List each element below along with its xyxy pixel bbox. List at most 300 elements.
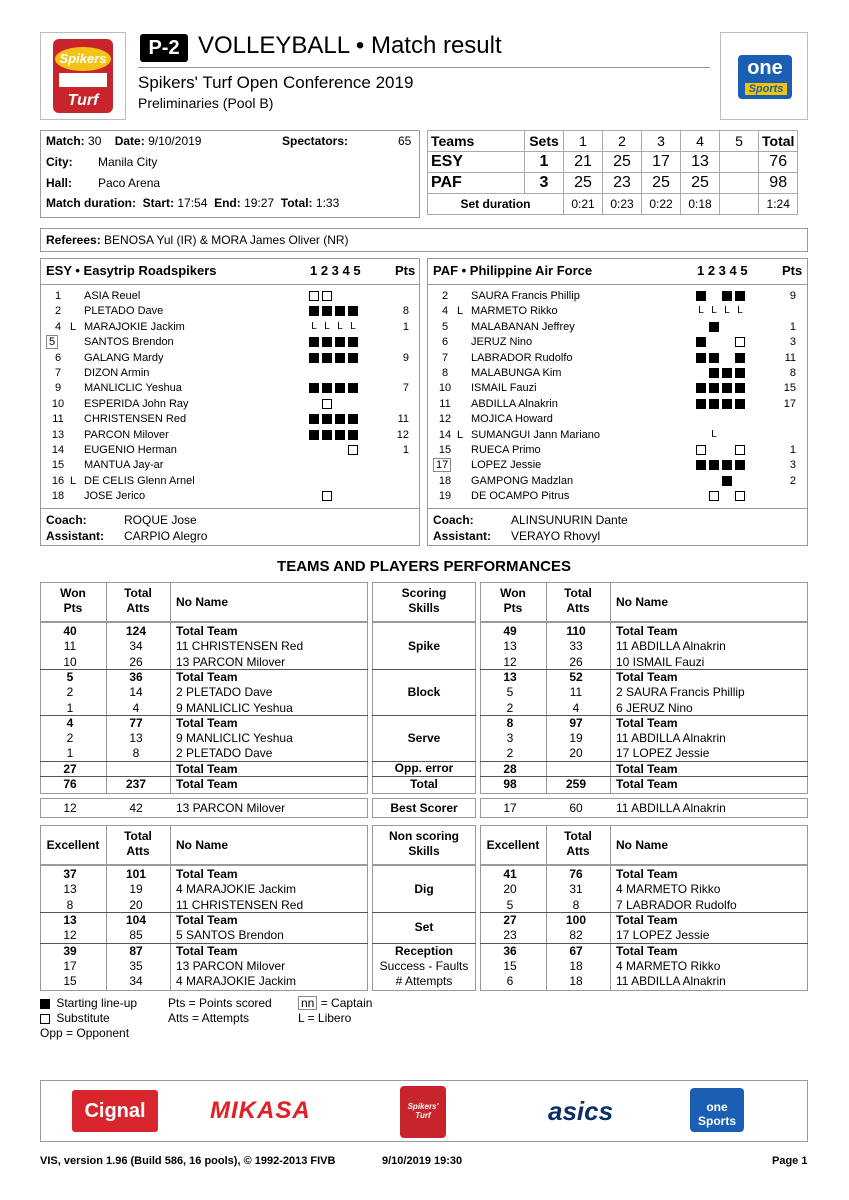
starting-square bbox=[335, 306, 345, 316]
pts-header: Pts bbox=[782, 263, 803, 278]
player-number: 11 bbox=[439, 397, 451, 410]
player-number: 1 bbox=[54, 290, 62, 302]
left-player: 11 CHRISTENSEN Red bbox=[176, 897, 304, 912]
libero-marker: L bbox=[70, 474, 77, 487]
player-points: 1 bbox=[402, 320, 409, 333]
player-points: 11 bbox=[397, 413, 409, 426]
best-scorer-player: 13 PARCON Milover bbox=[176, 801, 286, 815]
coach-name: ROQUE Jose bbox=[124, 513, 197, 527]
player-row bbox=[46, 320, 416, 335]
right-player: Total Team bbox=[616, 867, 678, 881]
player-number: 19 bbox=[438, 490, 452, 503]
best-scorer-player: 11 ABDILLA Alnakrin bbox=[616, 801, 726, 815]
column-divider bbox=[170, 825, 171, 865]
right-player: Total Team bbox=[616, 624, 678, 638]
player-name: PLETADO Dave bbox=[84, 305, 164, 318]
player-number: 2 bbox=[441, 290, 449, 302]
left-player: 11 CHRISTENSEN Red bbox=[176, 639, 304, 654]
coach-label: Coach: bbox=[46, 513, 87, 527]
player-name: MANLICLIC Yeshua bbox=[84, 382, 182, 395]
player-number: 7 bbox=[441, 351, 449, 364]
skills-header-text: Skills bbox=[408, 601, 440, 615]
player-row bbox=[433, 335, 803, 350]
player-points: 7 bbox=[402, 382, 409, 395]
referees-row: Referees: BENOSA Yul (IR) & MORA James Oliver (NR) bbox=[46, 233, 349, 247]
starting-square bbox=[709, 383, 719, 393]
left-atts: 101 bbox=[125, 867, 147, 881]
player-name: JOSE Jerico bbox=[84, 490, 146, 503]
best-scorer-atts: 42 bbox=[129, 801, 143, 815]
right-value: 6 bbox=[506, 974, 514, 989]
set-slot: L bbox=[724, 305, 730, 317]
set-duration-row: Set duration 0:21 0:23 0:22 0:18 1:24 bbox=[428, 194, 798, 215]
player-number: 10 bbox=[438, 382, 452, 395]
starting-square bbox=[722, 368, 732, 378]
right-value: 20 bbox=[503, 882, 517, 897]
player-sets bbox=[309, 443, 379, 458]
col-header: Won bbox=[500, 586, 526, 600]
right-value: 12 bbox=[503, 654, 517, 669]
player-row bbox=[433, 428, 803, 443]
left-player: Total Team bbox=[176, 761, 238, 776]
skills-header-text: Non scoring bbox=[388, 829, 459, 843]
col-header: Pts bbox=[63, 601, 83, 615]
skill-sub: Success - Faults bbox=[379, 958, 469, 973]
player-name: PARCON Milover bbox=[84, 428, 169, 441]
right-value: 8 bbox=[506, 715, 514, 730]
set-slot: L bbox=[350, 320, 356, 332]
player-points: 11 bbox=[784, 351, 796, 364]
player-name: ABDILLA Alnakrin bbox=[471, 397, 558, 410]
player-row bbox=[433, 381, 803, 396]
left-atts: 35 bbox=[129, 958, 143, 973]
score-header-row: Teams Sets 1 2 3 4 5 Total bbox=[428, 131, 798, 152]
player-sets bbox=[309, 489, 379, 504]
player-number: 15 bbox=[438, 444, 452, 456]
player-sets bbox=[696, 381, 766, 396]
substitute-square bbox=[735, 445, 745, 455]
right-value: 5 bbox=[506, 897, 514, 912]
column-divider bbox=[610, 865, 611, 991]
left-atts: 87 bbox=[129, 943, 143, 958]
right-atts: 18 bbox=[569, 974, 583, 989]
player-sets bbox=[309, 458, 379, 473]
starting-square bbox=[722, 383, 732, 393]
player-name: SAURA Francis Phillip bbox=[471, 290, 580, 302]
left-value: 17 bbox=[63, 958, 77, 973]
starting-square bbox=[735, 399, 745, 409]
best-scorer-label: Best Scorer bbox=[390, 801, 458, 815]
left-player: Total Team bbox=[176, 943, 238, 958]
left-player: 2 PLETADO Dave bbox=[176, 685, 273, 700]
player-name: MARAJOKIE Jackim bbox=[84, 320, 185, 333]
row-divider bbox=[372, 912, 476, 913]
left-player: Total Team bbox=[176, 912, 238, 927]
left-player: Total Team bbox=[176, 867, 238, 881]
player-row bbox=[46, 474, 416, 489]
row-divider bbox=[372, 669, 476, 670]
starting-square bbox=[335, 337, 345, 347]
starting-square bbox=[696, 383, 706, 393]
player-row bbox=[433, 304, 803, 319]
phase-name: Preliminaries (Pool B) bbox=[138, 95, 274, 111]
player-row bbox=[46, 412, 416, 427]
left-atts: 34 bbox=[129, 974, 143, 989]
player-number: 7 bbox=[54, 367, 62, 379]
assistant-name: VERAYO Rhovyl bbox=[511, 529, 601, 543]
player-number bbox=[433, 458, 457, 473]
player-number: 10 bbox=[51, 397, 65, 410]
left-atts: 237 bbox=[125, 777, 147, 791]
left-value: 13 bbox=[63, 912, 77, 927]
right-value: 13 bbox=[503, 639, 517, 654]
coach-label: Coach: bbox=[433, 513, 474, 527]
left-value: 1 bbox=[66, 700, 74, 715]
starting-square bbox=[335, 430, 345, 440]
right-atts: 110 bbox=[566, 624, 586, 638]
player-sets bbox=[309, 381, 379, 396]
right-value: 13 bbox=[503, 669, 517, 684]
left-player: 5 SANTOS Brendon bbox=[176, 928, 284, 943]
right-value: 49 bbox=[503, 624, 517, 638]
right-atts: 31 bbox=[569, 882, 583, 897]
col-header: Pts bbox=[503, 601, 523, 615]
left-value: 37 bbox=[63, 867, 77, 881]
col-header: Total bbox=[124, 829, 152, 843]
left-value: 13 bbox=[63, 882, 77, 897]
skills-header-text: Skills bbox=[408, 844, 440, 858]
player-points: 9 bbox=[402, 351, 409, 364]
right-atts: 52 bbox=[569, 669, 583, 684]
player-row bbox=[433, 351, 803, 366]
player-sets bbox=[696, 428, 766, 443]
player-number: 4 bbox=[441, 305, 449, 318]
right-atts: 20 bbox=[569, 746, 583, 761]
player-sets bbox=[696, 474, 766, 489]
player-row bbox=[433, 474, 803, 489]
player-row bbox=[433, 320, 803, 335]
player-name: LOPEZ Jessie bbox=[471, 459, 542, 472]
left-atts: 26 bbox=[129, 654, 143, 669]
starting-square bbox=[322, 383, 332, 393]
left-atts: 20 bbox=[129, 897, 143, 912]
starting-square bbox=[322, 414, 332, 424]
footer-version: VIS, version 1.96 (Build 586, 16 pools), © 1992-2013 FIVB bbox=[40, 1155, 336, 1167]
player-number: 6 bbox=[54, 351, 62, 364]
player-name: ISMAIL Fauzi bbox=[471, 382, 537, 395]
player-name: MALABANAN Jeffrey bbox=[471, 320, 575, 333]
spikers-turf-logo bbox=[40, 32, 126, 120]
page-title: VOLLEYBALL • Match result bbox=[198, 32, 502, 59]
assistant-name: CARPIO Alegro bbox=[124, 529, 208, 543]
skill-name: Spike bbox=[407, 638, 440, 653]
left-value: 76 bbox=[63, 777, 77, 791]
col-header: Atts bbox=[566, 844, 590, 858]
starting-square bbox=[309, 337, 319, 347]
col-header: Atts bbox=[126, 601, 150, 615]
column-divider bbox=[170, 582, 171, 622]
cignal-logo: Cignal bbox=[72, 1090, 158, 1132]
right-player: 7 LABRADOR Rudolfo bbox=[616, 897, 737, 912]
starting-square bbox=[348, 430, 358, 440]
player-row bbox=[433, 366, 803, 381]
right-value: 28 bbox=[503, 761, 517, 776]
libero-marker: L bbox=[457, 305, 464, 318]
col-header: Total bbox=[564, 829, 592, 843]
starting-square bbox=[696, 337, 706, 347]
col-header: Total bbox=[564, 586, 592, 600]
left-value: 5 bbox=[66, 669, 74, 684]
left-value: 1 bbox=[66, 746, 74, 761]
left-atts: 13 bbox=[129, 731, 143, 746]
captain-symbol: nn bbox=[298, 996, 317, 1010]
right-value: 5 bbox=[506, 685, 514, 700]
left-player: Total Team bbox=[176, 669, 238, 684]
player-number: 6 bbox=[441, 336, 449, 349]
player-sets bbox=[309, 351, 379, 366]
duration-row: Match duration: Start: 17:54 End: 19:27 Total: 1:33 bbox=[46, 196, 340, 210]
starting-square bbox=[309, 414, 319, 424]
title-divider bbox=[138, 67, 710, 68]
player-points: 9 bbox=[789, 290, 796, 302]
player-number: 9 bbox=[54, 382, 62, 395]
left-atts: 104 bbox=[125, 912, 147, 927]
substitute-square bbox=[309, 291, 319, 301]
footer-date: 9/10/2019 19:30 bbox=[382, 1155, 463, 1167]
player-sets bbox=[309, 304, 379, 319]
starting-square bbox=[309, 353, 319, 363]
right-atts: 33 bbox=[569, 639, 583, 654]
player-points: 17 bbox=[783, 397, 796, 410]
right-value: 41 bbox=[503, 867, 517, 881]
player-row bbox=[46, 397, 416, 412]
player-number: 18 bbox=[438, 474, 452, 487]
right-value: 98 bbox=[503, 777, 517, 791]
substitute-square bbox=[709, 491, 719, 501]
player-points: 1 bbox=[789, 320, 796, 333]
player-name: MOJICA Howard bbox=[471, 413, 553, 426]
score-row-esy: ESY 1 21 25 17 13 76 bbox=[428, 152, 798, 173]
right-value: 2 bbox=[506, 746, 514, 761]
coach-row bbox=[433, 513, 628, 528]
left-player: Total Team bbox=[176, 777, 238, 791]
city-row: City: Manila City bbox=[46, 155, 158, 169]
player-sets bbox=[696, 412, 766, 427]
starting-square bbox=[722, 399, 732, 409]
left-value: 39 bbox=[63, 943, 77, 958]
col-header: No Name bbox=[616, 838, 669, 852]
player-row bbox=[433, 412, 803, 427]
starting-square bbox=[335, 414, 345, 424]
match-info-row-1: Match: 30 Date: 9/10/2019 bbox=[46, 134, 202, 148]
right-atts: 67 bbox=[569, 943, 583, 958]
right-player: 11 ABDILLA Alnakrin bbox=[616, 974, 726, 989]
player-name: CHRISTENSEN Red bbox=[84, 413, 187, 426]
player-name: LABRADOR Rudolfo bbox=[471, 351, 573, 364]
team-name: ESY • Easytrip Roadspikers bbox=[46, 263, 217, 278]
player-sets bbox=[696, 289, 766, 304]
substitute-square bbox=[322, 491, 332, 501]
player-name: GAMPONG Madzlan bbox=[471, 474, 574, 487]
starting-square bbox=[722, 460, 732, 470]
col-header: No Name bbox=[176, 595, 229, 609]
left-atts: 4 bbox=[132, 700, 140, 715]
right-atts: 259 bbox=[565, 777, 587, 791]
substitute-square bbox=[322, 291, 332, 301]
player-name: MALABUNGA Kim bbox=[471, 367, 562, 379]
left-value: 40 bbox=[63, 624, 77, 638]
player-points: 3 bbox=[789, 459, 796, 472]
right-atts: 100 bbox=[565, 912, 587, 927]
player-points: 1 bbox=[789, 444, 796, 456]
col-header: No Name bbox=[616, 595, 669, 609]
skill-name: Opp. error bbox=[394, 761, 454, 776]
set-header: 1 2 3 4 5 bbox=[697, 263, 748, 278]
player-sets bbox=[309, 397, 379, 412]
player-name: DE CELIS Glenn Arnel bbox=[84, 474, 195, 487]
starting-square bbox=[696, 399, 706, 409]
right-player: 17 LOPEZ Jessie bbox=[616, 928, 710, 943]
left-value: 8 bbox=[66, 897, 74, 912]
starting-square bbox=[309, 430, 319, 440]
left-value: 10 bbox=[63, 654, 77, 669]
player-points: 2 bbox=[789, 474, 796, 487]
skill-name: Total bbox=[410, 776, 438, 791]
left-value: 12 bbox=[63, 928, 77, 943]
player-sets bbox=[696, 351, 766, 366]
player-row bbox=[433, 443, 803, 458]
starting-square bbox=[309, 383, 319, 393]
col-header: Atts bbox=[566, 601, 590, 615]
player-number: 2 bbox=[54, 305, 62, 318]
player-name: GALANG Mardy bbox=[84, 351, 164, 364]
starting-square bbox=[348, 337, 358, 347]
player-number: 15 bbox=[51, 459, 65, 472]
left-value: 4 bbox=[66, 715, 74, 730]
coach-name: ALINSUNURIN Dante bbox=[511, 513, 628, 527]
player-points: 8 bbox=[789, 367, 796, 379]
set-slot: L bbox=[711, 428, 717, 440]
player-sets bbox=[309, 412, 379, 427]
col-header: Excellent bbox=[486, 838, 540, 852]
set-slot: L bbox=[711, 305, 717, 317]
set-header: 1 2 3 4 5 bbox=[310, 263, 361, 278]
player-row bbox=[46, 443, 416, 458]
footer-page: Page 1 bbox=[772, 1155, 808, 1167]
player-row bbox=[433, 489, 803, 504]
starting-square bbox=[722, 476, 732, 486]
team-name: PAF • Philippine Air Force bbox=[433, 263, 593, 278]
player-number: 12 bbox=[438, 413, 452, 426]
left-atts: 8 bbox=[132, 746, 140, 761]
right-atts: 82 bbox=[569, 928, 583, 943]
left-value: 27 bbox=[63, 761, 77, 776]
player-name: EUGENIO Herman bbox=[84, 444, 177, 456]
player-points: 12 bbox=[396, 428, 409, 441]
right-player: Total Team bbox=[616, 943, 678, 958]
right-player: Total Team bbox=[616, 669, 678, 684]
spectators-value: 65 bbox=[398, 134, 412, 148]
starting-square bbox=[696, 460, 706, 470]
performances-title: TEAMS AND PLAYERS PERFORMANCES bbox=[277, 558, 571, 575]
skill-name: Set bbox=[414, 920, 434, 935]
player-sets bbox=[696, 335, 766, 350]
col-header: Atts bbox=[126, 844, 150, 858]
player-row bbox=[46, 489, 416, 504]
assistant-label: Assistant: bbox=[46, 529, 105, 543]
player-row bbox=[46, 289, 416, 304]
match-number: 30 bbox=[88, 134, 102, 148]
starting-square bbox=[722, 291, 732, 301]
player-row bbox=[46, 335, 416, 350]
right-player: 17 LOPEZ Jessie bbox=[616, 746, 710, 761]
starting-square bbox=[322, 430, 332, 440]
one-sports-sponsor-logo: one Sports bbox=[690, 1088, 744, 1132]
player-sets bbox=[696, 443, 766, 458]
player-name: MARMETO Rikko bbox=[471, 305, 558, 318]
svg-text:Spikers: Spikers bbox=[59, 51, 107, 66]
page-code-badge: P-2 bbox=[140, 34, 188, 62]
hall-row: Hall: Paco Arena bbox=[46, 176, 161, 190]
player-number bbox=[46, 335, 70, 350]
starting-square bbox=[709, 368, 719, 378]
starting-lineup-symbol bbox=[40, 999, 50, 1009]
right-atts: 11 bbox=[569, 685, 583, 700]
starting-square bbox=[309, 306, 319, 316]
right-value: 23 bbox=[503, 928, 517, 943]
score-row-paf: PAF 3 25 23 25 25 98 bbox=[428, 173, 798, 194]
right-player: Total Team bbox=[616, 761, 678, 776]
column-divider bbox=[610, 622, 611, 794]
left-atts: 77 bbox=[129, 715, 143, 730]
col-header: Won bbox=[60, 586, 86, 600]
right-value: 27 bbox=[503, 912, 517, 927]
skill-name: Serve bbox=[407, 730, 441, 745]
starting-square bbox=[335, 383, 345, 393]
player-row bbox=[46, 351, 416, 366]
captain-marker: 17 bbox=[433, 458, 451, 472]
left-player: 13 PARCON Milover bbox=[176, 958, 286, 973]
left-value: 15 bbox=[63, 974, 77, 989]
player-number: 13 bbox=[51, 428, 65, 441]
player-sets bbox=[309, 289, 379, 304]
best-scorer-atts: 60 bbox=[569, 801, 583, 815]
right-player: 2 SAURA Francis Phillip bbox=[616, 685, 745, 700]
player-name: SANTOS Brendon bbox=[84, 336, 174, 349]
right-value: 36 bbox=[503, 943, 517, 958]
player-number: 11 bbox=[52, 413, 64, 426]
player-name: DE OCAMPO Pitrus bbox=[471, 490, 570, 503]
left-atts: 85 bbox=[129, 928, 143, 943]
player-number: 8 bbox=[441, 367, 449, 379]
right-player: Total Team bbox=[616, 777, 678, 791]
match-date: 9/10/2019 bbox=[148, 134, 202, 148]
starting-square bbox=[696, 291, 706, 301]
player-sets bbox=[696, 458, 766, 473]
right-player: 4 MARMETO Rikko bbox=[616, 958, 721, 973]
player-row bbox=[433, 397, 803, 412]
col-header: No Name bbox=[176, 838, 229, 852]
player-name: JERUZ Nino bbox=[471, 336, 533, 349]
player-sets bbox=[696, 397, 766, 412]
skill-name: Reception bbox=[394, 943, 453, 958]
left-player: 2 PLETADO Dave bbox=[176, 746, 273, 761]
left-value: 2 bbox=[66, 685, 74, 700]
coach-row bbox=[46, 513, 197, 528]
left-atts: 36 bbox=[129, 669, 143, 684]
right-atts: 97 bbox=[569, 715, 583, 730]
starting-square bbox=[735, 383, 745, 393]
